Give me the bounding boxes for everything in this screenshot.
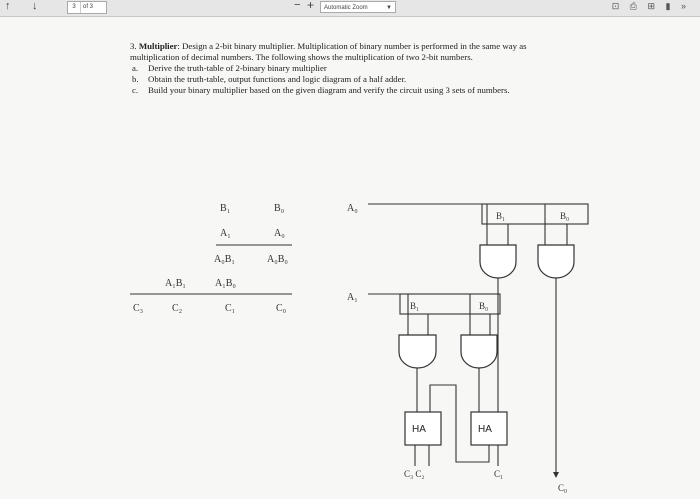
top-b0-label: B₀: [560, 211, 570, 221]
mid-b1-label: B₁: [410, 301, 420, 311]
page-number-input[interactable]: 3: [68, 2, 81, 13]
input-a1-label: A₁: [347, 292, 358, 303]
and-gate-a1b0: [461, 335, 497, 368]
toolbar-tools-icons[interactable]: ⊡ ⎙ ⊞ ▮ »: [611, 1, 690, 11]
ha-left-label: HA: [412, 424, 426, 435]
previous-page-button[interactable]: ↑: [5, 0, 11, 12]
out-c1-label: C₁: [494, 469, 504, 479]
mult-a1b0: A₁B₀: [215, 278, 236, 289]
problem-number: 3.: [130, 41, 137, 51]
mult-c2: C₂: [172, 303, 183, 314]
zoom-out-button[interactable]: −: [294, 0, 301, 11]
mult-a1b1: A₁B₁: [165, 278, 186, 289]
zoom-select-label: Automatic Zoom: [324, 5, 368, 11]
task-item: a. Derive the truth-table of 2-binary binary multiplier: [132, 63, 327, 73]
task-item: c. Build your binary multiplier based on the given diagram and verify the circuit using 3 sets of numbers.: [132, 85, 510, 95]
mult-c0: C₀: [276, 303, 287, 314]
mult-c3: C₃: [133, 303, 144, 314]
multiplication-layout: [130, 203, 292, 314]
problem-title: Multiplier: [138, 41, 178, 51]
ha-right-label: HA: [478, 424, 492, 435]
top-b1-label: B₁: [496, 211, 506, 221]
and-gate-a0b1: [480, 245, 516, 278]
mid-b0-label: B₀: [479, 301, 489, 311]
task-item: b. Obtain the truth-table, output functions and logic diagram of a half adder.: [132, 74, 407, 84]
arrow-c0: [553, 472, 559, 478]
input-a0-label: A₀: [347, 203, 358, 214]
zoom-in-button[interactable]: +: [307, 0, 315, 12]
problem-intro-text: : Design a 2-bit binary multiplier. Multiplication of binary number is performed in the same way as multiplication of decimal numbers. The following shows the multiplication of two 2-bit numbers.: [130, 41, 527, 62]
mult-a1: A₁: [220, 228, 231, 239]
next-page-button[interactable]: ↓: [32, 0, 38, 12]
page-total-label: of 3: [83, 4, 94, 10]
circuit: [347, 203, 588, 493]
mult-a0b0: A₀B₀: [267, 254, 288, 265]
out-c0-label: C₀: [558, 483, 568, 493]
mult-a0b1: A₀B₁: [214, 254, 235, 265]
and-gate-a0b0: [538, 245, 574, 278]
mult-b1: B₁: [220, 203, 231, 214]
mult-a0: A₀: [274, 228, 285, 239]
chevron-down-icon: ▼: [386, 5, 392, 11]
out-c3c2-label: C₃ C₂: [404, 469, 425, 479]
and-gate-a1b1: [399, 335, 436, 368]
mult-b0: B₀: [274, 203, 285, 214]
mult-c1: C₁: [225, 303, 236, 314]
